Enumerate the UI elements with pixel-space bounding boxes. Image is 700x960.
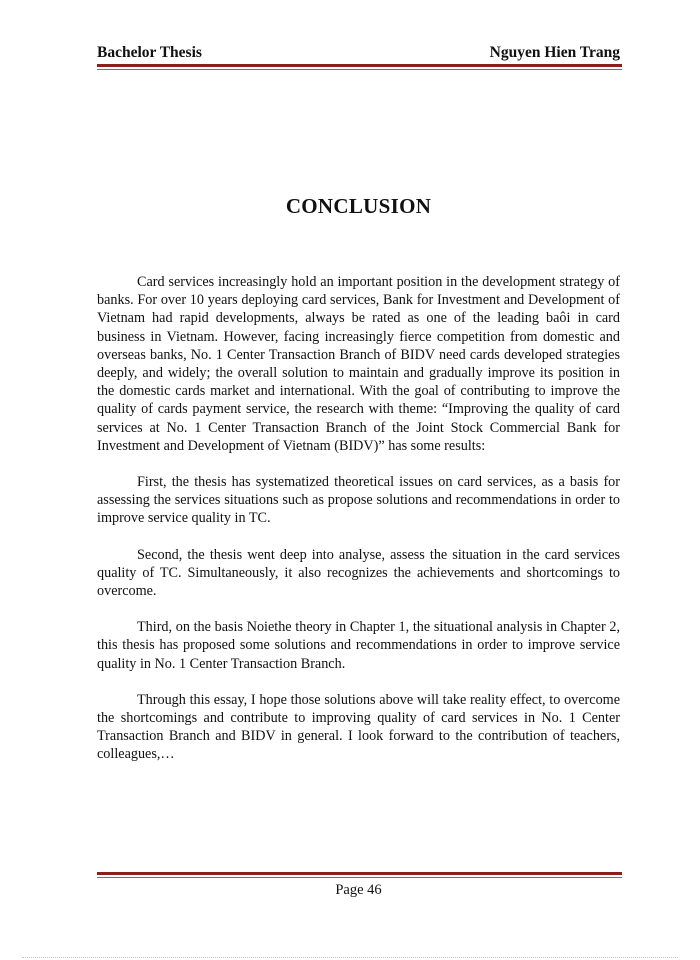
paragraph: First, the thesis has systematized theoretical issues on card services, as a basis for assessing the services situations such as propose solutions and recommendations in order to improve service quality in TC. (97, 474, 620, 527)
header-author: Nguyen Hien Trang (489, 44, 620, 61)
footer-divider (97, 872, 622, 878)
paragraph: Third, on the basis Noiethe theory in Chapter 1, the situational analysis in Chapter 2, this thesis has proposed some solutions and recommendations in order to improve service quality in No. 1 Center Transaction Branch. (97, 619, 620, 672)
paragraph: Card services increasingly hold an important position in the development strategy of banks. For over 10 years deploying card services, Bank for Investment and Development of Vietnam had rapid developments, always be rated as one of the leading baôi in card business in Vietnam. However, facing increasingly fierce competition from domestic and overseas banks, No. 1 Center Transaction Branch of BIDV need cards developed strategies deeply, and widely; the overall solution to maintain and gradually improve its position in the domestic cards market and international. With the goal of contributing to improve the quality of cards payment service, the research with theme: “Improving the quality of card services at No. 1 Center Transaction Branch of the Joint Stock Commercial Bank for Investment and Development of Vietnam (BIDV)” has some results: (97, 274, 620, 454)
body-text (97, 273, 620, 782)
paragraph: Through this essay, I hope those solutions above will take reality effect, to overcome the shortcomings and contribute to improving quality of card services in No. 1 Center Transaction Branch and BIDV in general. I look forward to the contribution of teachers, colleagues,… (97, 691, 620, 763)
page-title: CONCLUSION (285, 194, 432, 218)
page-edge-divider (22, 957, 678, 958)
header-thesis-type: Bachelor Thesis (97, 44, 202, 61)
paragraph: Second, the thesis went deep into analyse, assess the situation in the card services quality of TC. Simultaneously, it also recognizes the achievements and shortcomings to overcome. (97, 546, 620, 600)
page-number: Page 46 (335, 882, 382, 898)
header-divider (97, 64, 622, 70)
page-header (97, 44, 620, 62)
